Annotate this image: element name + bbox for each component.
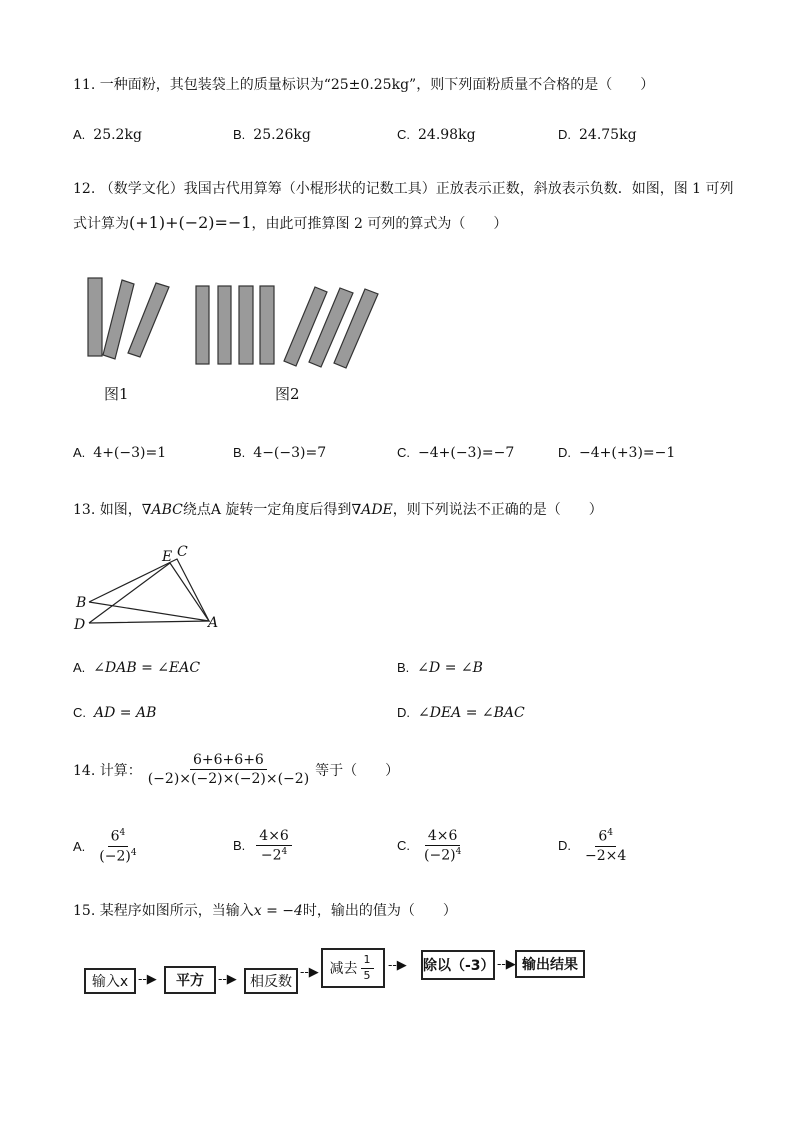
q15-stem-text-a: 15. 某程序如图所示，当输入 — [73, 903, 254, 919]
flow-output-box: 输出结果 — [515, 950, 585, 978]
option-label: D. — [558, 127, 571, 142]
flow-subtract-numerator: 1 — [361, 954, 374, 969]
q14-option-d[interactable] — [558, 828, 632, 864]
option-label: A. — [73, 838, 86, 854]
rod-positive — [88, 278, 102, 356]
option-text: −4+(−3)=−7 — [418, 445, 515, 461]
point-a-label: A — [208, 615, 219, 631]
option-label: B. — [233, 445, 246, 460]
flow-input-box: 输入x — [84, 968, 136, 994]
flow-subtract-label: 减去 — [329, 961, 358, 977]
q13-triangle-ade: ∇ADE — [351, 502, 393, 518]
option-text: ∠DAB = ∠EAC — [93, 660, 201, 676]
option-denominator: −2×4 — [585, 847, 627, 864]
option-label: C. — [397, 838, 410, 854]
q15-stem-text-b: 时，输出的值为（ ） — [302, 903, 457, 919]
flow-divide-box: 除以（-3） — [421, 950, 495, 980]
q14-stem-text-a: 14. 计算： — [73, 762, 142, 779]
option-denominator: (−2) — [99, 848, 131, 865]
figure-1-caption: 图1 — [104, 385, 129, 403]
q14-numerator: 6+6+6+6 — [190, 752, 267, 770]
q14-option-a[interactable] — [73, 828, 143, 865]
option-label: C. — [397, 445, 410, 460]
flow-opposite-box: 相反数 — [244, 968, 298, 994]
option-fraction — [256, 828, 292, 864]
flow-arrow-icon: --▶ — [138, 972, 157, 987]
q14-option-b[interactable] — [233, 828, 295, 864]
option-text: 24.75kg — [579, 127, 637, 143]
option-text: 4+(−3)=1 — [93, 445, 167, 461]
triangle-abc — [89, 559, 209, 621]
flow-arrow-icon: --▶ — [497, 957, 516, 972]
rod-positive — [239, 286, 253, 364]
point-e-label: E — [162, 549, 173, 565]
option-denominator: (−2) — [424, 847, 456, 864]
q11-option-c[interactable] — [397, 127, 476, 143]
point-b-label: B — [76, 595, 87, 611]
counting-rods-figure — [80, 275, 380, 370]
q14-fraction — [145, 752, 312, 787]
option-text: 24.98kg — [418, 127, 476, 143]
option-label: A. — [73, 445, 86, 460]
q12-stem-line1: 12. （数学文化）我国古代用算筹（小棍形状的记数工具）正放表示正数，斜放表示负数．如图，图 1 可列 — [73, 181, 734, 197]
option-text: −4+(+3)=−1 — [579, 445, 676, 461]
flow-subtract-denominator: 5 — [363, 968, 371, 982]
q12-stem-text-b: ，由此可推算图 2 可列的算式为（ ） — [251, 216, 508, 232]
rod-positive — [218, 286, 231, 364]
rod-positive — [260, 286, 274, 364]
option-numerator: 4×6 — [427, 828, 458, 844]
option-fraction — [582, 828, 629, 864]
q11-option-d[interactable] — [558, 127, 637, 143]
option-numerator: 6 — [598, 828, 608, 845]
option-denominator-exponent: 4 — [281, 847, 288, 858]
q11-option-a[interactable] — [73, 127, 142, 143]
q13-option-d[interactable] — [397, 705, 525, 721]
rod-negative — [103, 280, 134, 359]
q14-stem-text-b: 等于（ ） — [315, 762, 400, 779]
q13-option-b[interactable] — [397, 660, 483, 676]
option-fraction — [96, 828, 139, 865]
option-label: B. — [233, 127, 246, 142]
option-text: ∠DEA = ∠BAC — [418, 705, 525, 721]
point-d-label: D — [74, 617, 86, 633]
q13-stem — [73, 499, 603, 519]
point-c-label: C — [177, 544, 188, 560]
option-label: C. — [73, 705, 86, 720]
option-text: ∠D = ∠B — [417, 660, 483, 676]
flow-arrow-icon: --▶ — [300, 965, 319, 980]
q15-input-value: x = −4 — [253, 903, 303, 919]
flow-square-box: 平方 — [164, 966, 216, 994]
option-label: C. — [397, 127, 410, 142]
q13-stem-text-b: 绕点A 旋转一定角度后得到 — [182, 502, 352, 518]
rotated-triangles-figure — [70, 542, 230, 637]
flow-subtract-fraction — [361, 954, 374, 982]
q12-option-a[interactable] — [73, 445, 166, 461]
rod-positive — [196, 286, 209, 364]
option-label: D. — [397, 705, 410, 720]
option-denominator-exponent: 4 — [130, 847, 137, 858]
option-label: D. — [558, 838, 571, 854]
q14-option-c[interactable] — [397, 828, 467, 864]
option-text: 25.2kg — [93, 127, 142, 143]
q13-stem-text-c: ，则下列说法不正确的是（ ） — [392, 502, 603, 518]
rod-negative — [128, 283, 169, 357]
q12-stem-line2 — [73, 213, 507, 233]
q11-option-b[interactable] — [233, 127, 311, 143]
q13-stem-text-a: 13. 如图， — [73, 502, 142, 518]
q14-stem — [73, 752, 399, 787]
option-label: B. — [397, 660, 410, 675]
q15-stem — [73, 900, 457, 920]
flow-arrow-icon: --▶ — [388, 958, 407, 973]
q12-option-d[interactable] — [558, 445, 675, 461]
q11-stem: 11. 一种面粉，其包装袋上的质量标识为“25±0.25kg”，则下列面粉质量不合格的是（ ） — [73, 77, 655, 93]
option-label: A. — [73, 660, 86, 675]
option-label: D. — [558, 445, 571, 460]
q13-triangle-abc: ∇ABC — [141, 502, 183, 518]
option-fraction — [421, 828, 464, 864]
option-denominator-exponent: 4 — [455, 847, 462, 858]
option-text: 25.26kg — [253, 127, 311, 143]
option-label: A. — [73, 127, 86, 142]
q12-option-b[interactable] — [233, 445, 326, 461]
option-numerator: 6 — [110, 828, 120, 845]
q12-stem-expression: (+1)+(−2)=−1 — [129, 213, 252, 232]
option-label: B. — [233, 838, 246, 854]
flow-arrow-icon: --▶ — [218, 972, 237, 987]
option-text: AD = AB — [94, 705, 157, 721]
q12-stem-text-a: 式计算为 — [73, 216, 129, 232]
q14-denominator: (−2)×(−2)×(−2)×(−2) — [147, 771, 310, 788]
q13-option-a[interactable] — [73, 660, 200, 676]
option-numerator-exponent: 4 — [607, 828, 613, 838]
q13-option-c[interactable] — [73, 705, 156, 721]
option-text: 4−(−3)=7 — [253, 445, 327, 461]
option-numerator-exponent: 4 — [119, 828, 126, 838]
flow-subtract-box — [321, 948, 385, 988]
option-numerator: 4×6 — [259, 828, 289, 844]
option-denominator: −2 — [260, 847, 282, 864]
q12-option-c[interactable] — [397, 445, 514, 461]
figure-2-caption: 图2 — [275, 385, 300, 403]
